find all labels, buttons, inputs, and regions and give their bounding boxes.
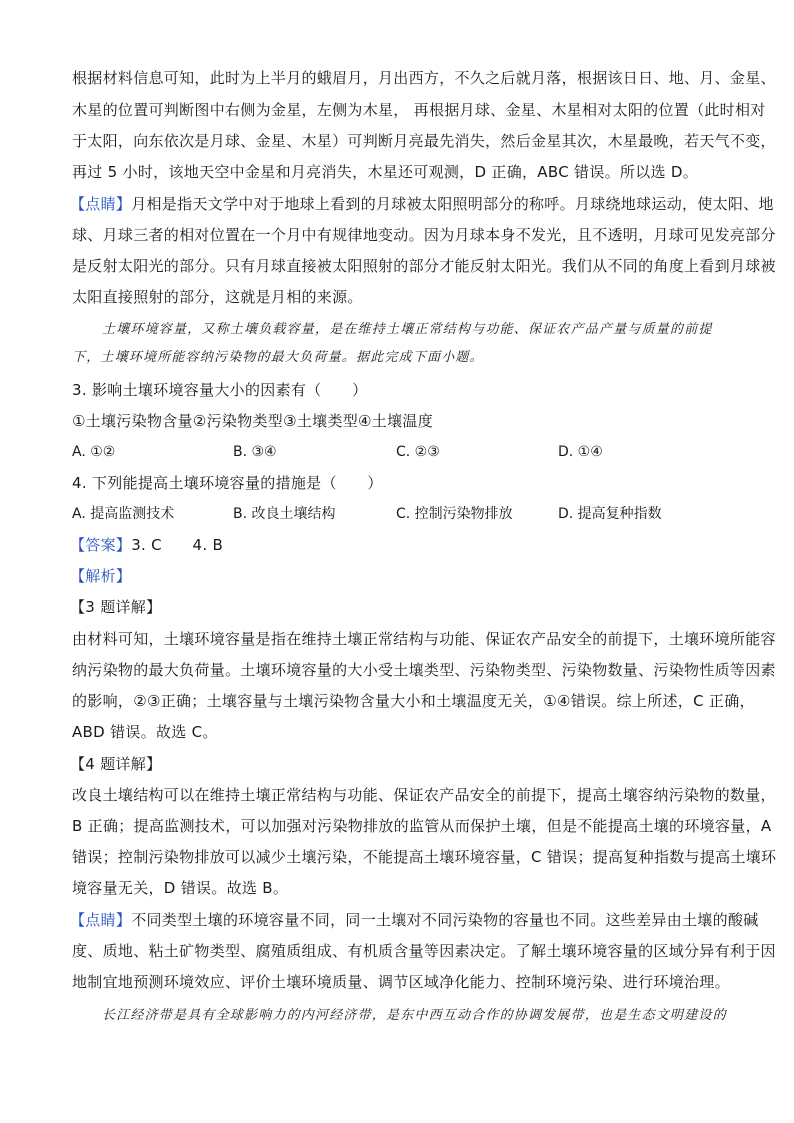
dianjing1-line-4: 太阳直接照射的部分，这就是月相的来源。: [72, 288, 363, 306]
answer-tag: 【答案】: [70, 536, 132, 554]
q3-items: ①土壤污染物含量②污染物类型③土壤类型④土壤温度: [72, 412, 433, 430]
material2-line-1: 长江经济带是具有全球影响力的内河经济带，是东中西互动合作的协调发展带，也是生态文明建设的: [102, 1008, 727, 1023]
answer-text: 3. C 4. B: [131, 536, 224, 554]
para1-line-1: 根据材料信息可知，此时为上半月的蛾眉月，月出西方，不久之后就月落，根据该日日、地、月、金星、: [72, 69, 776, 87]
dianjing1-line-1: [70, 194, 774, 214]
dianjing2-line-2: 度、质地、粘土矿物类型、腐殖质组成、有机质含量等因素决定。了解土壤环境容量的区域分异有利于因: [72, 942, 776, 960]
q4-option-a: A. 提高监测技术: [72, 506, 175, 522]
q3-option-b: B. ③④: [233, 444, 277, 460]
q3-option-c: C. ②③: [396, 444, 440, 460]
dianjing1-text-1: 月相是指天文学中对于地球上看到的月球被太阳照明部分的称呼。月球绕地球运动，使太阳、地: [131, 195, 774, 213]
detail4-line-4: 境容量无关，D 错误。故选 B。: [72, 879, 289, 897]
dianjing2-line-1: [70, 910, 759, 930]
dianjing2-line-3: 地制宜地预测环境效应、评价土壤环境质量、调节区域净化能力、控制环境污染、进行环境治理。: [72, 973, 730, 991]
dianjing1-tag: 【点睛】: [70, 195, 132, 213]
q4-option-d: D. 提高复种指数: [558, 506, 662, 522]
para1-line-2: 木星的位置可判断图中右侧为金星，左侧为木星， 再根据月球、金星、木星相对太阳的位置（此时相对: [72, 101, 766, 119]
para1-line-4: 再过 5 小时，该地天空中金星和月亮消失，木星还可观测，D 正确，ABC 错误。所以选 D。: [72, 163, 699, 181]
detail4-line-2: B 正确；提高监测技术，可以加强对污染物排放的监管从而保护土壤，但是不能提高土壤的环境容量，A: [72, 817, 772, 835]
dianjing2-tag: 【点睛】: [70, 911, 132, 929]
detail4-line-1: 改良土壤结构可以在维持土壤正常结构与功能、保证农产品安全的前提下，提高土壤容纳污染物的数量，: [72, 786, 776, 804]
detail4-tag: 【4 题详解】: [70, 755, 162, 773]
dianjing1-line-2: 球、月球三者的相对位置在一个月中有规律地变动。因为月球本身不发光，且不透明，月球可见发亮部分: [72, 226, 776, 244]
detail3-line-1: 由材料可知，土壤环境容量是指在维持土壤正常结构与功能、保证农产品安全的前提下，土壤环境所能容: [72, 630, 776, 648]
analysis-tag: 【解析】: [70, 567, 132, 585]
detail3-tag: 【3 题详解】: [70, 598, 162, 616]
q3-option-a: A. ①②: [72, 444, 116, 460]
detail3-line-3: 的影响，②③正确；土壤容量与土壤污染物含量大小和土壤温度无关，①④错误。综上所述，C 正确，: [72, 692, 755, 710]
detail3-line-4: ABD 错误。故选 C。: [72, 723, 218, 741]
q3-option-d: D. ①④: [558, 444, 603, 460]
material-line-1: 土壤环境容量，又称土壤负载容量，是在维持土壤正常结构与功能、保证农产品产量与质量的前提: [102, 322, 713, 337]
para1-line-3: 于太阳，向东依次是月球、金星、木星）可判断月亮最先消失，然后金星其次，木星最晚，若天气不变，: [72, 132, 776, 150]
q4-option-b: B. 改良土壤结构: [233, 506, 336, 522]
detail3-line-2: 纳污染物的最大负荷量。土壤环境容量的大小受土壤类型、污染物类型、污染物数量、污染物性质等因素: [72, 661, 776, 679]
dianjing1-line-3: 是反射太阳光的部分。只有月球直接被太阳照射的部分才能反射太阳光。我们从不同的角度上看到月球被: [72, 257, 776, 275]
q4-stem: 4. 下列能提高土壤环境容量的措施是（ ）: [72, 474, 383, 492]
answer-line: [70, 535, 720, 555]
detail4-line-3: 错误；控制污染物排放可以减少土壤污染，不能提高土壤环境容量，C 错误；提高复种指数与提高土壤环: [72, 848, 777, 866]
q4-option-c: C. 控制污染物排放: [396, 506, 513, 522]
dianjing2-text-1: 不同类型土壤的环境容量不同，同一土壤对不同污染物的容量也不同。这些差异由土壤的酸碱: [131, 911, 759, 929]
q3-stem: 3. 影响土壤环境容量大小的因素有（ ）: [72, 381, 368, 399]
material-line-2: 下，土壤环境所能容纳污染物的最大负荷量。据此完成下面小题。: [72, 350, 484, 365]
